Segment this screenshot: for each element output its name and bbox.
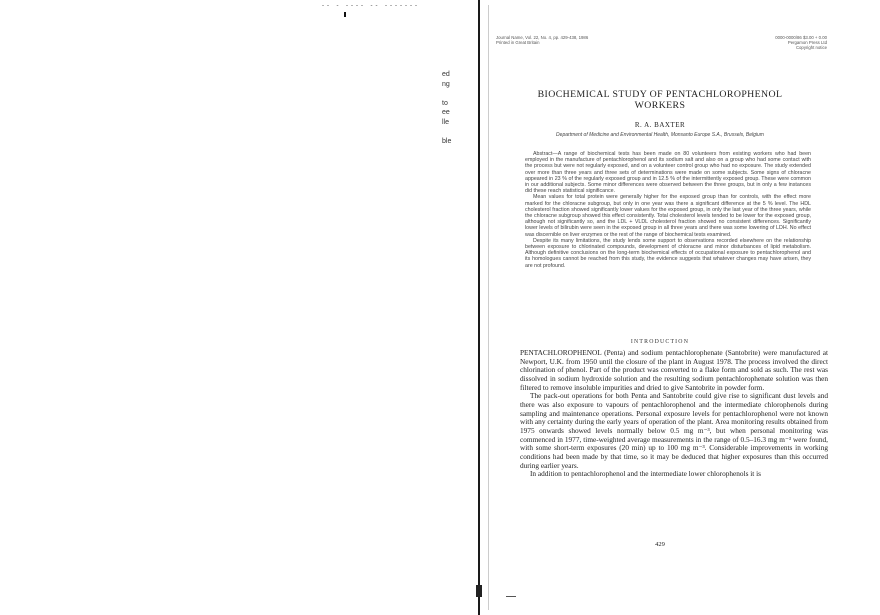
section-heading-introduction: INTRODUCTION bbox=[630, 339, 690, 345]
body-paragraph: PENTACHLOROPHENOL (Penta) and sodium pentachlorophenate (Santobrite) were manufactured at Newport, U.K. from 1950 until the closure of the plant in August 1978. The process involved the direct chlorination of phenol. Part of the product was converted to a flake form and sold as such. The rest was dissolved in sodium hydroxide solution and the resulting sodium pentachlorophenate solution was then filtered to remove insoluble impurities and dried to give Santobrite in powder form. bbox=[520, 348, 828, 392]
abstract bbox=[525, 151, 811, 269]
scan-mark bbox=[506, 596, 516, 597]
left-fragment-line: ed bbox=[442, 71, 450, 78]
journal-header-left bbox=[496, 35, 588, 45]
left-fragment-line: lle bbox=[442, 118, 450, 126]
copyright-line: Copyright notice bbox=[795, 45, 827, 51]
left-fragment-line: ng bbox=[442, 80, 450, 88]
page-number: 429 bbox=[655, 541, 665, 548]
left-fragment-line: to bbox=[442, 99, 448, 107]
title-line: WORKERS bbox=[634, 100, 686, 111]
journal-header-right bbox=[725, 35, 827, 51]
scan-smudge bbox=[476, 585, 482, 597]
scan-top-marks: -- - ---- -- ------- bbox=[322, 3, 420, 9]
left-fragment-line bbox=[442, 89, 451, 99]
abstract-paragraph: Abstract—A range of biochemical tests has been made on 80 volunteers from existing workers who had been employed in the manufacture of pentachlorophenol and its sodium salt and also on a group who had some contact with the process but were not regularly exposed, and on a volunteer control group who had no exposure. The study extended over more than three years and three sets of determinations were made on some subjects. Some signs of chloracne appeared in 23 % of the regularly exposed group and in 12.5 % of the intermittently exposed group. These were common in our additional subjects. Some minor differences were observed between the three groups, but in only a few instances did these reach statistical significance. bbox=[525, 151, 811, 195]
printed-in: Printed in Great Britain bbox=[496, 40, 540, 46]
body-paragraph: The pack-out operations for both Penta and Santobrite could give rise to significant dust levels and there was also exposure to vapours of pentachlorophenol and the intermediate chlorophenols during sampling and maintenance operations. Personal exposure levels for pentachlorophenol were not known with any certainty during the early years of operation of the plant. Area monitoring results obtained from 1975 onwards showed levels normally below 0.5 mg m⁻³, but when personal monitoring was commenced in 1977, time-weighted average measurements in the range of 0.5–16.3 mg m⁻³ were found, with some short-term exposures (20 min) up to 100 mg m⁻³. Considerable improvements in working conditions had been made by that time, so it may be deduced that higher exposures than this occurred during earlier years. bbox=[520, 391, 828, 470]
left-fragment-line: ble bbox=[442, 137, 452, 145]
page-gutter-shadow bbox=[488, 5, 489, 610]
abstract-paragraph: Mean values for total protein were generally higher for the exposed group than for controls, with the effect more marked for the chloracne subgroup, but only in one year was there a significant difference at the 5 % level. The HDL cholesterol fraction showed significantly lower values for the exposed group, in only the last year of the three years, while the chloracne subgroup showed this effect consistently. Total cholesterol levels tended to be lower for the exposed group, although not significantly so, and the LDL + VLDL cholesterol fraction showed no consistent differences. Significantly lower levels of bilirubin were seen in the exposed group in all three years and there was some lowering of LDH. No effect was discernible on liver enzymes or the rest of the range of biochemical tests examined. bbox=[525, 194, 811, 238]
left-fragment-line: ee bbox=[442, 109, 450, 116]
issn-line: 0000-0000/86 $3.00 + 0.00 bbox=[775, 35, 827, 40]
page-gutter-line bbox=[478, 0, 480, 615]
left-fragment-line bbox=[442, 127, 451, 137]
article-title bbox=[520, 89, 800, 111]
journal-citation: Journal Name, Vol. 22, No. 4, pp. 429-438, 1986 bbox=[496, 35, 589, 40]
body-paragraph: In addition to pentachlorophenol and the intermediate lower chlorophenols it is bbox=[530, 469, 762, 479]
introduction-body bbox=[520, 349, 828, 479]
scan-speck bbox=[344, 12, 346, 17]
title-line: BIOCHEMICAL STUDY OF PENTACHLOROPHENOL bbox=[537, 89, 783, 100]
publisher-line: Pergamon Press Ltd bbox=[787, 40, 827, 46]
left-page-fragment bbox=[442, 70, 451, 146]
author-affiliation: Department of Medicine and Environmental Health, Monsanto Europe S.A., Brussels, Belgium bbox=[556, 132, 764, 138]
author-name: R. A. BAXTER bbox=[634, 121, 686, 129]
abstract-paragraph: Despite its many limitations, the study lends some support to observations recorded elsewhere on the relationship between exposure to chlorinated compounds, development of chloracne and minor disturbances of lipid metabolism. Although definitive conclusions on the long-term biochemical effects of occupational exposure to pentachlorophenol and its homologues cannot be reached from this study, the evidence suggests that whatever changes may have arisen, they are not profound. bbox=[525, 237, 811, 269]
